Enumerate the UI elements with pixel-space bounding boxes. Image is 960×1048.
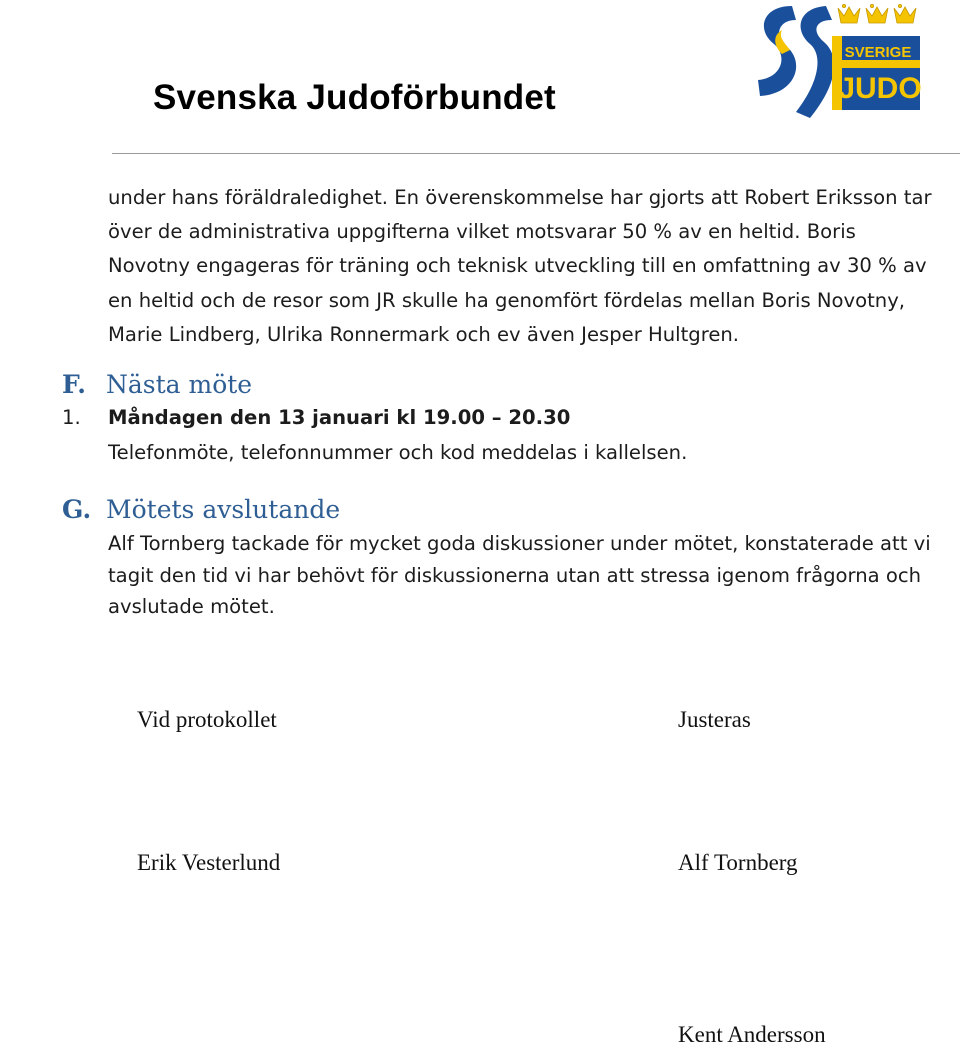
closing-line: avslutade mötet. — [108, 595, 275, 618]
closing-line: tagit den tid vi har behövt för diskussionerna utan att stressa igenom frågorna och — [108, 563, 922, 587]
paragraph-line: över de administrativa uppgifterna vilket motsvarar 50 % av en heltid. Boris — [108, 220, 856, 244]
continued-paragraph — [108, 181, 960, 352]
signatory-name-second-approver: Kent Andersson — [678, 1022, 826, 1047]
detail-line: Telefonmöte, telefonnummer och kod meddelas i kallelsen. — [108, 441, 688, 464]
item-number: 1. — [62, 406, 81, 429]
paragraph-line: under hans föräldraledighet. En överenskommelse har gjorts att Robert Eriksson tar — [108, 186, 932, 209]
logo-text-sverige: SVERIGE — [844, 44, 912, 61]
closing-paragraph — [108, 528, 931, 623]
next-meeting-date: Måndagen den 13 januari kl 19.00 – 20.30 — [108, 406, 571, 429]
paragraph-line: Novotny engageras för träning och teknisk utveckling till en omfattning av 30 % av — [108, 254, 927, 278]
svenska-judoforbundet-logo — [752, 0, 924, 122]
organization-title: Svenska Judoförbundet — [153, 78, 556, 117]
section-g-title: Mötets avslutande — [106, 495, 341, 524]
crown-icons — [838, 4, 916, 23]
section-g-heading — [62, 495, 340, 524]
header-divider — [112, 153, 960, 154]
section-g-letter: G. — [62, 495, 92, 524]
closing-line: Alf Tornberg tackade för mycket goda diskussioner under mötet, konstaterade att vi — [108, 532, 931, 555]
signatory-name-approved: Alf Tornberg — [678, 850, 798, 875]
next-meeting-item — [62, 406, 570, 429]
paragraph-line: en heltid och de resor som JR skulle ha genomfört fördelas mellan Boris Novotny, — [108, 288, 906, 312]
next-meeting-detail — [108, 437, 687, 469]
signatory-name-minutes: Erik Vesterlund — [137, 850, 281, 875]
section-f-title: Nästa möte — [106, 370, 253, 399]
section-f-letter: F. — [62, 370, 86, 399]
section-f-heading — [62, 370, 252, 399]
signature-label-minutes: Vid protokollet — [137, 707, 277, 732]
signature-label-approved: Justeras — [678, 707, 751, 732]
paragraph-line: Marie Lindberg, Ulrika Ronnermark och ev även Jesper Hultgren. — [108, 322, 740, 346]
logo-text-judo: JUDO — [838, 72, 922, 105]
